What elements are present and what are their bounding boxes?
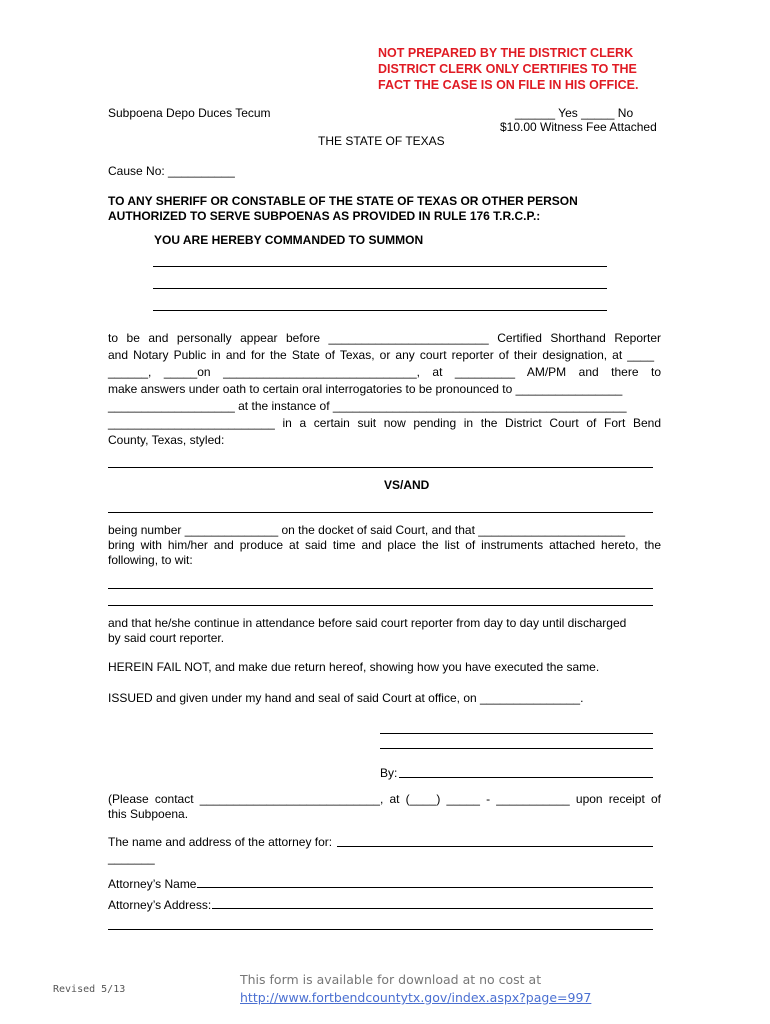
notice-line-3: FACT THE CASE IS ON FILE IN HIS OFFICE. <box>378 78 639 92</box>
attorney-address-line-2[interactable] <box>108 929 653 930</box>
notice-line-1: NOT PREPARED BY THE DISTRICT CLERK <box>378 46 634 60</box>
signature-line-1[interactable] <box>380 733 653 734</box>
instruments-line-1[interactable] <box>108 588 653 589</box>
appear-line-3: ______, _____on _____________________________, at _________ AM/PM and there to <box>108 365 661 379</box>
attorney-name-label: Attorney’s Name <box>108 877 197 891</box>
summon-line-1[interactable] <box>153 266 607 267</box>
appear-line-7: County, Texas, styled: <box>108 433 225 447</box>
issued-statement: ISSUED and given under my hand and seal of said Court at office, on _______________. <box>108 691 584 705</box>
address-line-2: AUTHORIZED TO SERVE SUBPOENAS AS PROVIDED IN RULE 176 T.R.C.P.: <box>108 209 541 223</box>
signature-line-2[interactable] <box>380 748 653 749</box>
attendance-line-2: by said court reporter. <box>108 631 225 645</box>
attorney-for-line[interactable] <box>337 846 653 847</box>
appear-line-2: and Notary Public in and for the State of Texas, or any court reporter of their designation, at ____ <box>108 348 654 362</box>
docket-line-1: being number ______________ on the docket of said Court, and that ______________________ <box>108 523 626 537</box>
herein-fail-not: HEREIN FAIL NOT, and make due return hereof, showing how you have executed the same. <box>108 660 600 674</box>
defendant-line[interactable] <box>108 512 653 513</box>
plaintiff-line[interactable] <box>108 467 653 468</box>
form-name: Subpoena Depo Duces Tecum <box>108 106 271 120</box>
attendance-line-1: and that he/she continue in attendance before said court reporter from day to day until discharged <box>108 616 627 630</box>
instruments-line-2[interactable] <box>108 605 653 606</box>
contact-line-2: this Subpoena. <box>108 807 189 821</box>
by-signature-line[interactable] <box>399 777 653 778</box>
by-label: By: <box>380 766 398 780</box>
witness-fee: $10.00 Witness Fee Attached <box>500 120 657 134</box>
versus-label: VS/AND <box>384 478 430 492</box>
state-title: THE STATE OF TEXAS <box>318 134 445 148</box>
attorney-for-label: The name and address of the attorney for: <box>108 835 333 849</box>
attorney-for-cont: _______ <box>108 851 155 865</box>
download-link[interactable]: http://www.fortbendcountytx.gov/index.aspx?page=997 <box>240 990 592 1005</box>
attorney-name-line[interactable] <box>197 887 653 888</box>
yes-no-field[interactable]: ______ Yes _____ No <box>515 106 634 120</box>
availability-note: This form is available for download at no cost at <box>240 972 542 987</box>
contact-line-1: (Please contact ___________________________, at (____) _____ - ___________ upon receipt of <box>108 792 661 806</box>
summon-line-3[interactable] <box>153 310 607 311</box>
cause-number-field[interactable]: Cause No: __________ <box>108 164 235 178</box>
appear-line-1: to be and personally appear before ________________________ Certified Shorthand Reporter <box>108 331 661 345</box>
address-line-1: TO ANY SHERIFF OR CONSTABLE OF THE STATE OF TEXAS OR OTHER PERSON <box>108 194 578 208</box>
command-heading: YOU ARE HEREBY COMMANDED TO SUMMON <box>154 233 424 247</box>
notice-line-2: DISTRICT CLERK ONLY CERTIFIES TO THE <box>378 62 637 76</box>
appear-line-5: ___________________ at the instance of ____________________________________________ <box>108 399 627 413</box>
attorney-address-label: Attorney’s Address: <box>108 898 212 912</box>
docket-line-3: following, to wit: <box>108 553 193 567</box>
summon-line-2[interactable] <box>153 288 607 289</box>
attorney-address-line-1[interactable] <box>212 908 653 909</box>
appear-line-4: make answers under oath to certain oral interrogatories to be pronounced to ________________ <box>108 382 623 396</box>
docket-line-2: bring with him/her and produce at said time and place the list of instruments attached hereto, the <box>108 538 661 552</box>
revised-date: Revised 5/13 <box>53 984 126 995</box>
appear-line-6: _________________________ in a certain suit now pending in the District Court of Fort Bend <box>108 416 661 430</box>
